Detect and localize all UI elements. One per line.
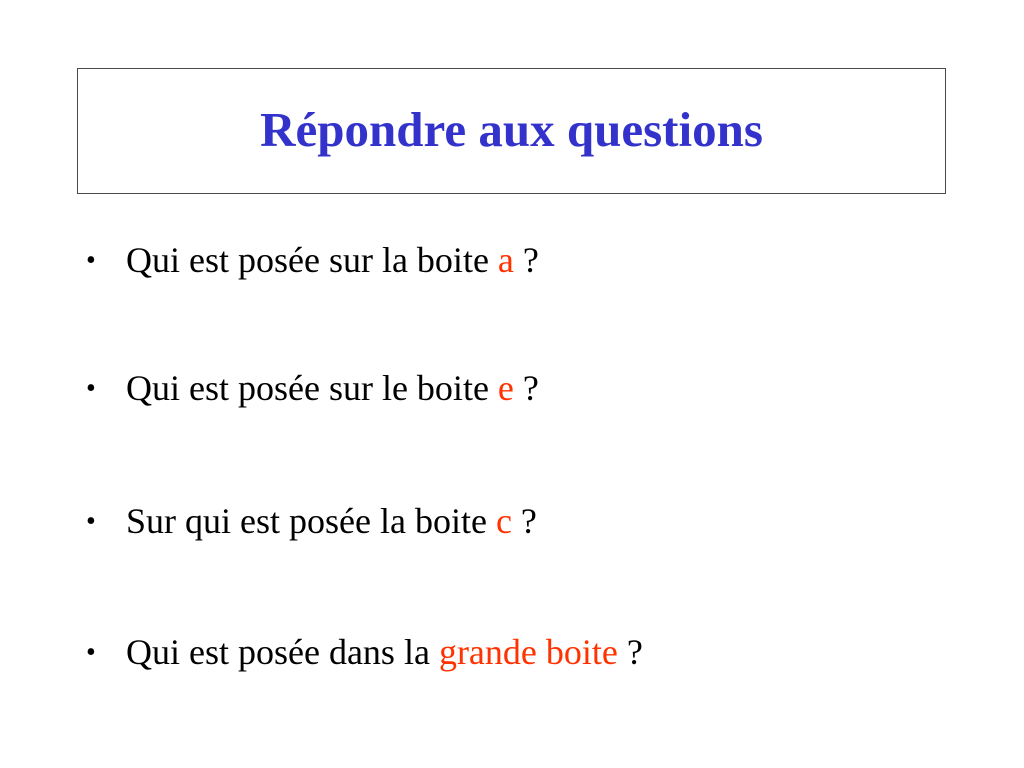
question-text: Sur qui est posée la boite (126, 501, 496, 541)
question-highlight: a (497, 240, 514, 280)
question-mark: ? (617, 632, 643, 672)
bullet-icon: • (86, 245, 96, 276)
slide-title: Répondre aux questions (260, 101, 763, 157)
question-item (86, 634, 643, 670)
question-mark: ? (513, 368, 539, 408)
question-item (86, 370, 539, 406)
bullet-icon: • (86, 373, 96, 404)
question-highlight: e (497, 368, 514, 408)
question-item (86, 242, 539, 278)
question-text: Qui est posée dans la (126, 632, 439, 672)
question-mark: ? (513, 240, 539, 280)
bullet-icon: • (86, 506, 96, 537)
question-mark: ? (511, 501, 537, 541)
question-text: Qui est posée sur le boite (126, 368, 498, 408)
question-highlight: c (495, 501, 512, 541)
question-text: Qui est posée sur la boite (126, 240, 498, 280)
question-item (86, 503, 537, 539)
question-highlight: grande boite (438, 632, 618, 672)
bullet-icon: • (86, 637, 96, 668)
